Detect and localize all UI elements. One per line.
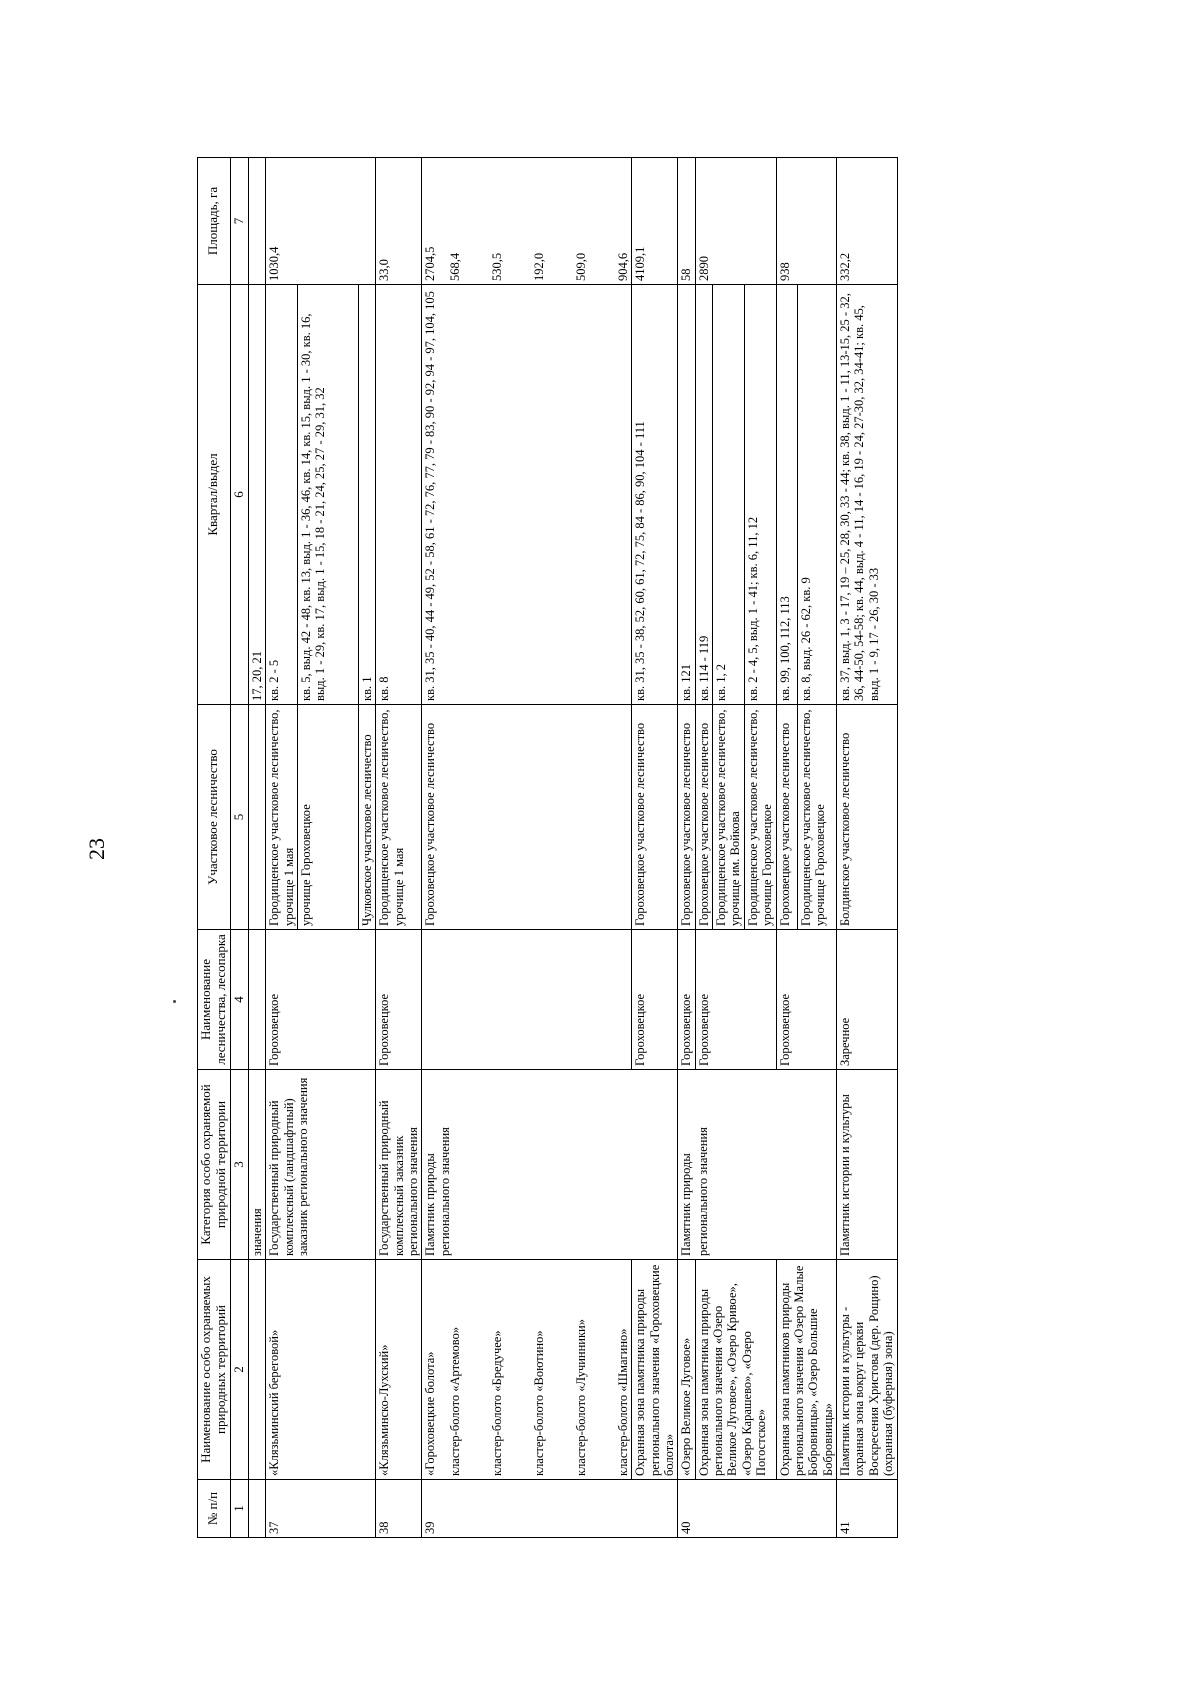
rotated-table-container bbox=[197, 158, 1121, 1538]
cell-subforestry: Гороховецкое участковое лесничество bbox=[632, 705, 678, 930]
table-row bbox=[678, 158, 695, 1538]
cell-subforestry: Гороховецкое участковое лесничество bbox=[422, 705, 632, 930]
cell-area: 1030,4 bbox=[266, 158, 376, 285]
cell-kvartal: кв. 37, выд. 1, 3 - 17, 19 – 25, 28, 30, 33 - 44; кв. 38, выд. 1 - 11, 13-15, 25 - 32, 36, 44-50, 54-58; кв. 44, выд. 4 - 11, 14 - 16, 19 - 24, 27-30, 32, 34-41; кв. 45, выд. 1 - 9, 17 - 26, 30 - 33 bbox=[837, 285, 898, 705]
header-number: 2 bbox=[230, 1260, 248, 1480]
cell-category: Государственный природный комплексный (ландшафтный) заказник регионального значения bbox=[266, 1070, 376, 1260]
cluster-name: кластер-болото «Артемово» bbox=[447, 1326, 462, 1476]
cell-subforestry: Гороховецкое участковое лесничество bbox=[678, 705, 695, 930]
header-number-row bbox=[230, 158, 248, 1538]
cell-name bbox=[248, 1260, 265, 1480]
cell-kvartal: кв. 5, выд. 42 - 48, кв. 13, выд. 1 - 36, 46, кв. 14, кв. 15, выд. 1 - 30, кв. 16, выд. 1 - 29, кв. 17, выд. 1 - 15, 18 - 21, 24, 25, 27 - 29, 31, 32 bbox=[297, 285, 358, 705]
header-name: Наименование особо охраняемых природных территорий bbox=[198, 1260, 231, 1480]
area-name: «Гороховецкие болота» bbox=[423, 1351, 438, 1476]
cell-category: регионального значения bbox=[695, 1070, 836, 1260]
cell-category: Памятник природы регионального значения bbox=[422, 1070, 678, 1260]
cell-area: 938 bbox=[776, 158, 837, 285]
cluster-name: кластер-болото «Бредучее» bbox=[489, 1330, 504, 1476]
cell-name: «Клязьминско-Лухский» bbox=[376, 1260, 422, 1480]
cell-num: 37 bbox=[266, 1480, 376, 1538]
cell-area: 2890 bbox=[695, 158, 776, 285]
header-row bbox=[198, 158, 231, 1538]
cell-name: «Озеро Великое Луговое» bbox=[678, 1260, 695, 1480]
cell-subforestry bbox=[248, 705, 265, 930]
cell-num: 39 bbox=[422, 1480, 678, 1538]
cell-subforestry: Гороховецкое участковое лесничество bbox=[776, 705, 797, 930]
table-row bbox=[837, 158, 898, 1538]
cell-forestry: Гороховецкое bbox=[266, 930, 376, 1070]
cluster-name: кластер-болото «Лучинники» bbox=[573, 1319, 588, 1476]
table-row bbox=[422, 158, 632, 1538]
cell-subforestry: Городищенское участковое лесничество, урочище им. Войкова bbox=[713, 705, 745, 930]
cell-forestry: Гороховецкое bbox=[376, 930, 422, 1070]
cell-kvartal: кв. 31, 35 - 40, 44 - 49, 52 - 58, 61 - 72, 76, 77, 79 - 83, 90 - 92, 94 - 97, 104, 105 bbox=[422, 285, 632, 705]
cell-area: 4109,1 bbox=[632, 158, 678, 285]
cell-name: «Клязьминский береговой» bbox=[266, 1260, 376, 1480]
cell-kvartal: 17, 20, 21 bbox=[248, 285, 265, 705]
header-forestry: Наименование лесничества, лесопарка bbox=[198, 930, 231, 1070]
cell-subforestry: Городищенское участковое лесничество, урочище Гороховецкое bbox=[797, 705, 836, 930]
cell-forestry: Заречное bbox=[837, 930, 898, 1070]
header-area: Площадь, га bbox=[198, 158, 231, 285]
cell-subforestry: Городищенское участковое лесничество, урочище 1 мая bbox=[266, 705, 298, 930]
cell-num: 40 bbox=[678, 1480, 837, 1538]
cell-category: значения bbox=[248, 1070, 265, 1260]
table-row bbox=[776, 158, 797, 1538]
cell-name: Охранная зона памятника природы регионального значения «Озеро Великое Луговое», «Озеро Кривое», «Озеро Карашево», «Озеро Погостское» bbox=[695, 1260, 776, 1480]
cell-forestry bbox=[422, 930, 632, 1070]
header-num: № п/п bbox=[198, 1480, 231, 1538]
cell-name: Памятник истории и культуры - охранная зона вокруг церкви Воскресения Христова (дер. Рощино) (охранная (буферная) зона) bbox=[837, 1260, 898, 1480]
cell-subforestry: Чулковское участковое лесничество bbox=[358, 705, 375, 930]
cluster-area: 904,6 bbox=[615, 252, 630, 281]
cell-area: 58 bbox=[678, 158, 695, 285]
cell-forestry: Гороховецкое bbox=[632, 930, 678, 1070]
cell-area bbox=[248, 158, 265, 285]
cell-subforestry: Болдинское участковое лесничество bbox=[837, 705, 898, 930]
cluster-area: 568,4 bbox=[447, 252, 462, 281]
cell-num: 41 bbox=[837, 1480, 898, 1538]
cell-num bbox=[248, 1480, 265, 1538]
cell-forestry: Гороховецкое bbox=[695, 930, 776, 1070]
cluster-name: кластер-болото «Воютино» bbox=[531, 1330, 546, 1476]
cell-kvartal: кв. 114 - 119 bbox=[695, 285, 712, 705]
cluster-name: кластер-болото «Шмагино» bbox=[615, 1328, 630, 1476]
cluster-area: 509,0 bbox=[573, 252, 588, 281]
cell-forestry: Гороховецкое bbox=[776, 930, 837, 1070]
header-number: 1 bbox=[230, 1480, 248, 1538]
header-number: 7 bbox=[230, 158, 248, 285]
table-row bbox=[632, 158, 678, 1538]
cell-kvartal: кв. 8 bbox=[376, 285, 422, 705]
area-value: 2704,5 bbox=[423, 246, 438, 281]
cell-kvartal: кв. 99, 100, 112, 113 bbox=[776, 285, 797, 705]
cell-subforestry: Городищенское участковое лесничество, урочище 1 мая bbox=[376, 705, 422, 930]
cell-kvartal: кв. 8, выд. 26 - 62, кв. 9 bbox=[797, 285, 836, 705]
cell-kvartal: кв. 1, 2 bbox=[713, 285, 745, 705]
cell-kvartal: кв. 121 bbox=[678, 285, 695, 705]
cell-subforestry: Городищенское участковое лесничество, урочище Гороховецкое bbox=[744, 705, 776, 930]
cell-kvartal: кв. 31, 35 - 38, 52, 60, 61, 72, 75, 84 - 86, 90, 104 - 111 bbox=[632, 285, 678, 705]
header-kvartal: Квартал/выдел bbox=[198, 285, 231, 705]
cell-kvartal: кв. 2 - 5 bbox=[266, 285, 298, 705]
header-number: 3 bbox=[230, 1070, 248, 1260]
page-number: 23 bbox=[84, 838, 109, 860]
table-row bbox=[695, 158, 712, 1538]
cell-name: Охранная зона памятника природы регионального значения «Гороховецкие болота» bbox=[632, 1260, 678, 1480]
cell-category: Памятник истории и культуры bbox=[837, 1070, 898, 1260]
header-number: 4 bbox=[230, 930, 248, 1070]
cell-area: 332,2 bbox=[837, 158, 898, 285]
cell-area: 33,0 bbox=[376, 158, 422, 285]
cell-forestry bbox=[248, 930, 265, 1070]
cell-category: Памятник природы bbox=[678, 1070, 695, 1260]
cell-name bbox=[422, 1260, 632, 1480]
header-number: 5 bbox=[230, 705, 248, 930]
cluster-area: 530,5 bbox=[489, 252, 504, 281]
header-number: 6 bbox=[230, 285, 248, 705]
table-row bbox=[266, 158, 298, 1538]
protected-areas-table bbox=[197, 157, 898, 1538]
header-subforestry: Участковое лесничество bbox=[198, 705, 231, 930]
cell-category: Государственный природный комплексный заказник регионального значения bbox=[376, 1070, 422, 1260]
header-category: Категория особо охраняемой природной территории bbox=[198, 1070, 231, 1260]
table-row bbox=[376, 158, 422, 1538]
cell-kvartal: кв. 1 bbox=[358, 285, 375, 705]
cell-kvartal: кв. 2 - 4, 5, выд. 1 - 41; кв. 6, 11, 12 bbox=[744, 285, 776, 705]
scan-speck bbox=[173, 1000, 176, 1003]
cell-subforestry: Гороховецкое участковое лесничество bbox=[695, 705, 712, 930]
cell-num: 38 bbox=[376, 1480, 422, 1538]
table-row bbox=[248, 158, 265, 1538]
cell-name: Охранная зона памятников природы регионального значения «Озеро Малые Бобровницы», «Озеро Большие Бобровницы» bbox=[776, 1260, 837, 1480]
cluster-area: 192,0 bbox=[531, 252, 546, 281]
cell-area bbox=[422, 158, 632, 285]
cell-forestry: Гороховецкое bbox=[678, 930, 695, 1070]
cell-subforestry: урочище Гороховецкое bbox=[297, 705, 358, 930]
